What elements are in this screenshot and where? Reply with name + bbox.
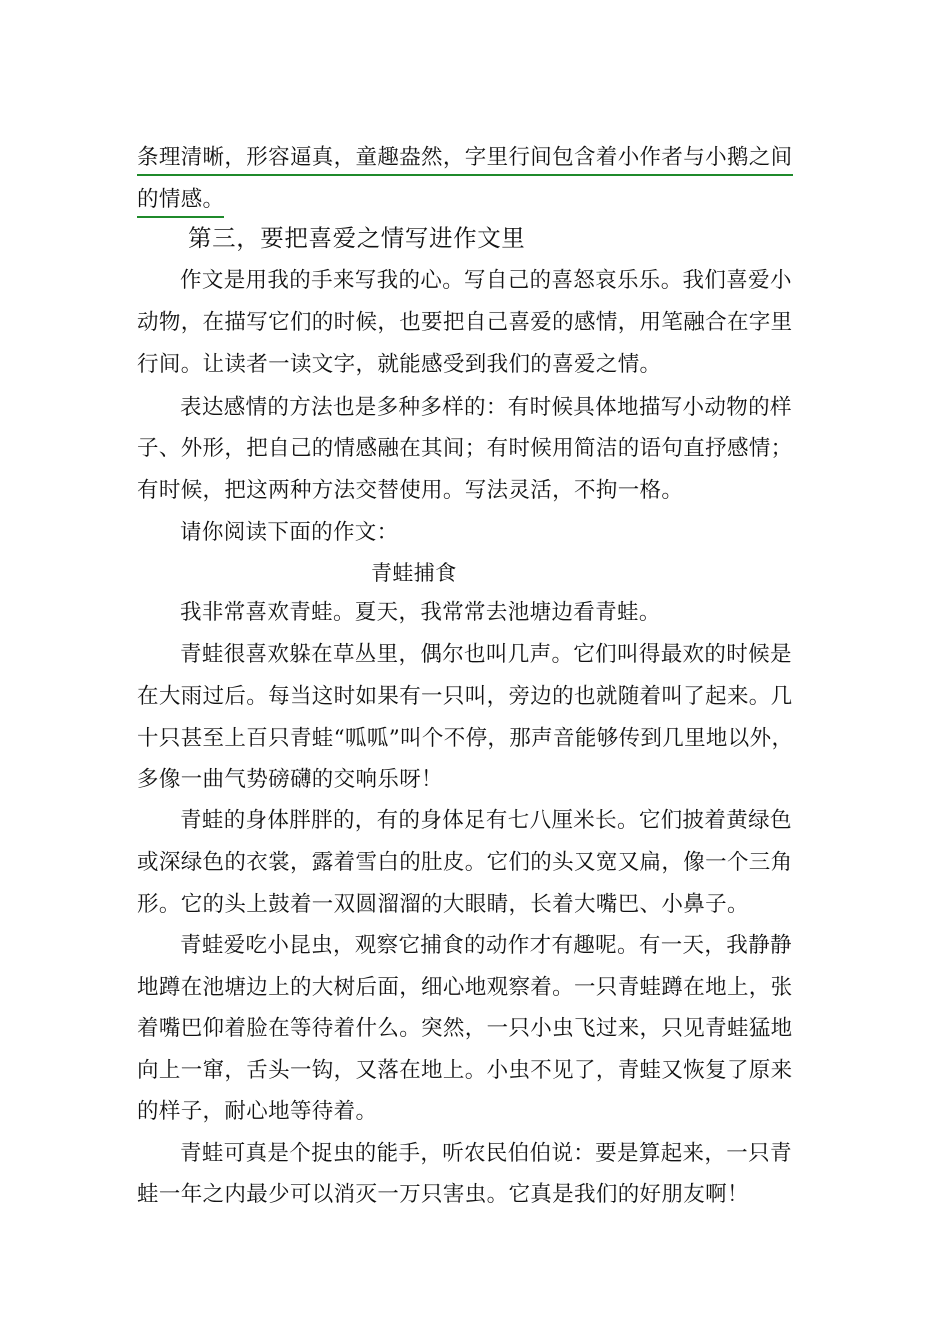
essay-line: 地蹲在池塘边上的大树后面，细心地观察着。一只青蛙蹲在地上，张 <box>137 975 793 1000</box>
paragraph-line: 作文是用我的手来写我的心。写自己的喜怒哀乐乐。我们喜爱小 <box>180 268 792 293</box>
essay-line: 蛙一年之内最少可以消灭一万只害虫。它真是我们的好朋友啊！ <box>137 1182 749 1207</box>
essay-line: 或深绿色的衣裳，露着雪白的肚皮。它们的头又宽又扁，像一个三角 <box>137 850 793 875</box>
intro-comment-line: 的情感。 <box>137 185 224 218</box>
paragraph-line: 请你阅读下面的作文： <box>180 520 399 545</box>
essay-title: 青蛙捕食 <box>371 561 457 585</box>
essay-line: 向上一窜，舌头一钩，又落在地上。小虫不见了，青蛙又恢复了原来 <box>137 1058 793 1083</box>
section-heading: 第三，要把喜爱之情写进作文里 <box>188 224 526 252</box>
paragraph-line: 表达感情的方法也是多种多样的：有时候具体地描写小动物的样 <box>180 395 792 420</box>
essay-line: 在大雨过后。每当这时如果有一只叫，旁边的也就随着叫了起来。几 <box>137 684 793 709</box>
intro-comment-line: 条理清晰，形容逼真，童趣盎然，字里行间包含着小作者与小鹅之间 <box>137 143 793 176</box>
essay-line: 青蛙的身体胖胖的，有的身体足有七八厘米长。它们披着黄绿色 <box>180 808 792 833</box>
essay-line: 的样子，耐心地等待着。 <box>137 1099 378 1124</box>
essay-line: 青蛙爱吃小昆虫，观察它捕食的动作才有趣呢。有一天，我静静 <box>180 933 792 958</box>
essay-line: 青蛙可真是个捉虫的能手，听农民伯伯说：要是算起来，一只青 <box>180 1141 792 1166</box>
essay-line: 多像一曲气势磅礴的交响乐呀！ <box>137 767 443 792</box>
essay-line: 青蛙很喜欢躲在草丛里，偶尔也叫几声。它们叫得最欢的时候是 <box>180 642 792 667</box>
paragraph-line: 动物，在描写它们的时候，也要把自己喜爱的感情，用笔融合在字里 <box>137 310 793 335</box>
essay-line: 我非常喜欢青蛙。夏天，我常常去池塘边看青蛙。 <box>180 600 661 625</box>
essay-line: 着嘴巴仰着脸在等待着什么。突然，一只小虫飞过来，只见青蛙猛地 <box>137 1016 793 1041</box>
essay-line: 形。它的头上鼓着一双圆溜溜的大眼睛，长着大嘴巴、小鼻子。 <box>137 892 749 917</box>
paragraph-line: 行间。让读者一读文字，就能感受到我们的喜爱之情。 <box>137 352 662 377</box>
paragraph-line: 有时候，把这两种方法交替使用。写法灵活，不拘一格。 <box>137 478 684 503</box>
essay-line: 十只甚至上百只青蛙“呱呱”叫个不停，那声音能够传到几里地以外， <box>137 726 794 751</box>
paragraph-line: 子、外形，把自己的情感融在其间；有时候用简洁的语句直抒感情； <box>137 436 793 461</box>
